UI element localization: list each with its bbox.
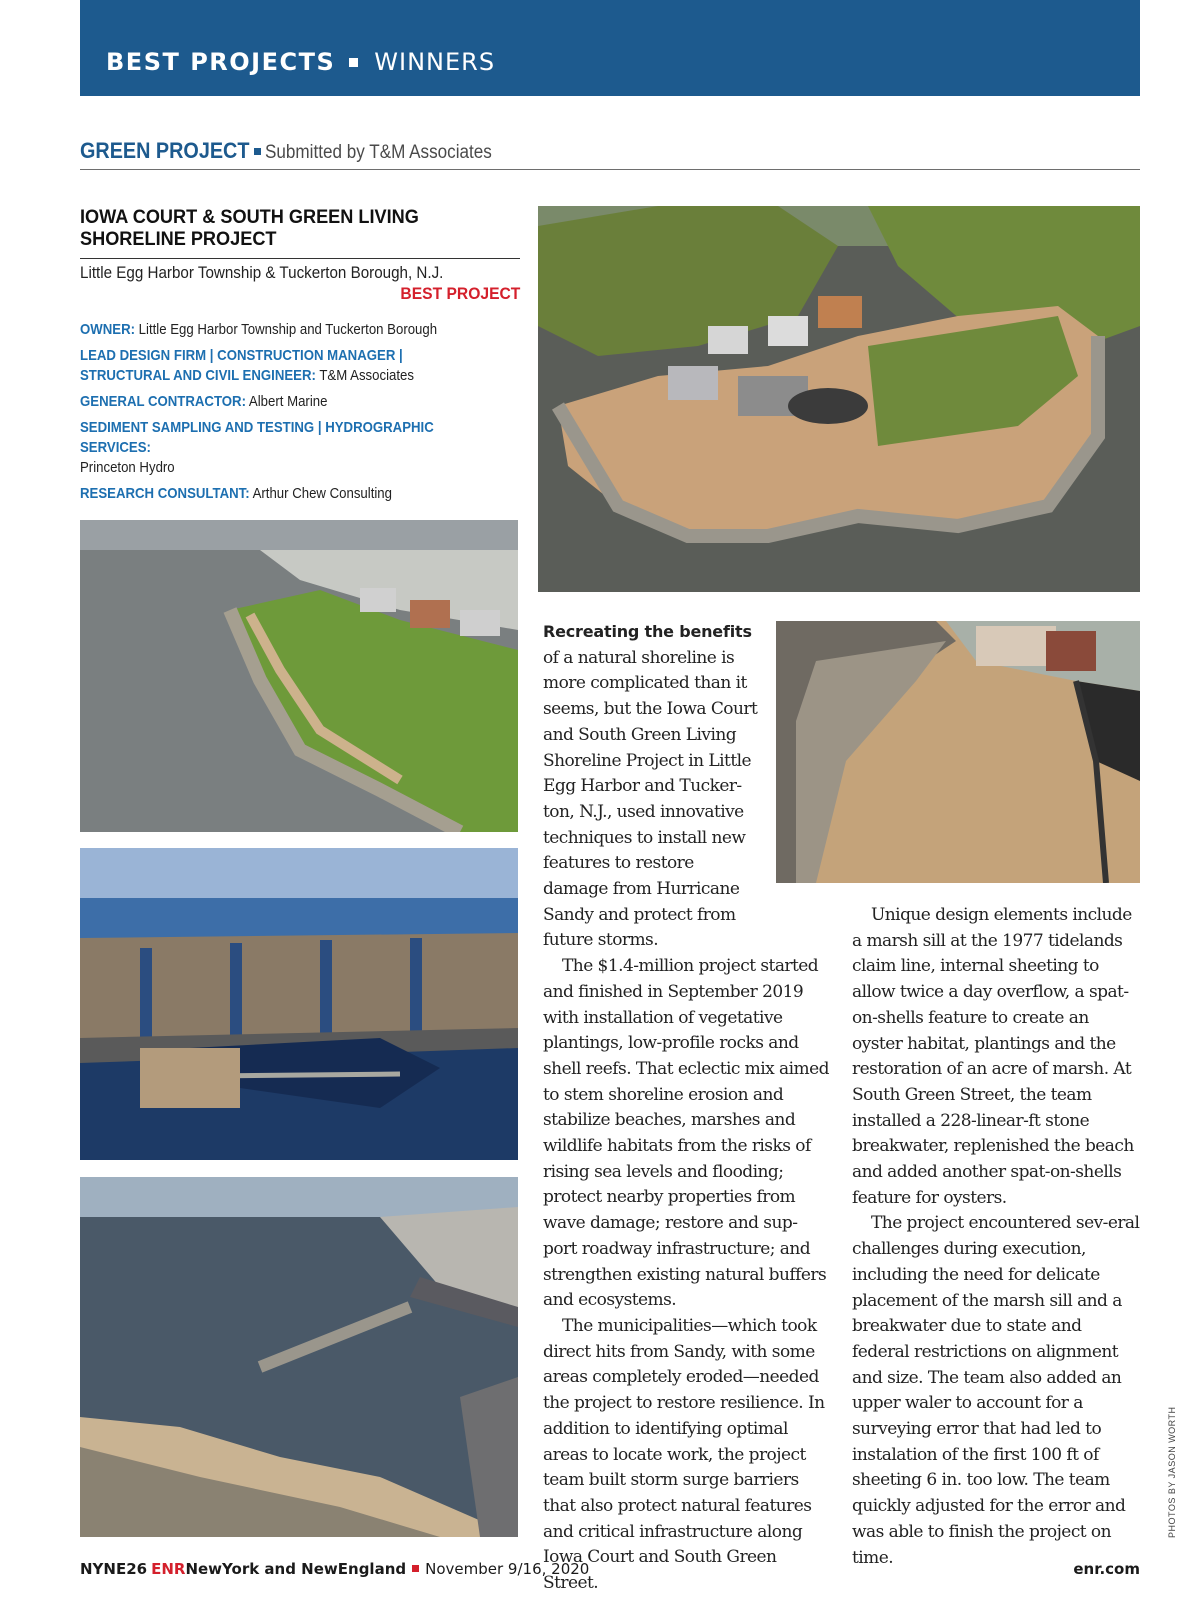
article-paragraph: The municipalities—which took direct hits from Sandy, with some areas completely eroded—needed the project to restore resilience. In addition to identifying optimal areas to locate work, the project team built storm surge barriers that also protect natural features and critical infrastructure along Iowa Court and South Green Street.	[543, 1315, 825, 1594]
footer-square-icon	[412, 1565, 419, 1572]
category-submitted: Submitted by T&M Associates	[265, 142, 493, 163]
award-badge: BEST PROJECT	[400, 284, 520, 303]
footer-brand: ENR	[151, 1560, 186, 1578]
project-location: Little Egg Harbor Township & Tuckerton Borough, N.J.	[80, 264, 444, 282]
credit-value: Albert Marine	[248, 393, 328, 410]
page-footer	[80, 1560, 1140, 1584]
credit-value: T&M Associates	[319, 367, 414, 384]
header-banner	[80, 0, 1140, 96]
article-paragraph: Unique design elements include a marsh sill at the 1977 tidelands claim line, internal sheeting to allow twice a day overflow, a spat-on-shells feature to create an oyster habitat, plantings and the restoration of an acre of marsh. At South Green Street, the team installed a 228-linear-ft stone breakwater, replenished the beach and added another spat-on-shells feature for oysters.	[852, 905, 1134, 1208]
credit-label: LEAD DESIGN FIRM | CONSTRUCTION MANAGER | STRUCTURAL AND CIVIL ENGINEER:	[80, 347, 403, 384]
banner-subsection: WINNERS	[374, 48, 496, 76]
credit-lead-design	[80, 346, 494, 386]
credit-value: Arthur Chew Consulting	[252, 485, 393, 502]
article-paragraph: The $1.4-million project started and finished in September 2019 with installation of vegetative plantings, low-profile rocks and shell reefs. That eclectic mix aimed to stem shoreline erosion and stabilize beaches, marshes and wildlife habitats from the risks of rising sea levels and flooding; protect nearby properties from wave damage; restore and sup-port roadway infrastructure; and strengthen existing natural buffers and ecosystems.	[543, 956, 829, 1311]
credit-research	[80, 484, 494, 504]
article-paragraph	[543, 619, 758, 954]
aerial-photo-breakwater	[80, 1177, 518, 1537]
credit-label: SEDIMENT SAMPLING AND TESTING | HYDROGRAPHIC SERVICES:	[80, 419, 434, 456]
footer-site: enr.com	[1073, 1560, 1140, 1578]
credit-general-contractor	[80, 392, 494, 412]
section-header	[80, 138, 1140, 170]
category-name: GREEN PROJECT	[80, 138, 250, 163]
project-title: IOWA COURT & SOUTH GREEN LIVING SHORELINE PROJECT	[80, 206, 419, 250]
credit-label: RESEARCH CONSULTANT:	[80, 485, 250, 502]
banner-section: BEST PROJECTS	[106, 48, 336, 76]
project-credits	[80, 320, 494, 510]
article-lead-in: Recreating the benefits	[543, 622, 752, 641]
title-divider	[80, 258, 520, 259]
credit-sediment	[80, 418, 494, 478]
page-number: NYNE26	[80, 1560, 148, 1578]
credit-value: Princeton Hydro	[80, 459, 175, 476]
aerial-photo-iowa-court	[538, 206, 1140, 592]
banner-square-icon	[349, 58, 358, 67]
aerial-photo-lagoons	[80, 848, 518, 1160]
article-paragraph: The project encountered sev-eral challenges during execution, including the need for delicate placement of the marsh sill and a breakwater due to state and federal restrictions on alignment and size. The team also added an upper waler to account for a surveying error that had led to instalation of the first 100 ft of sheeting 6 in. too low. The team quickly adjusted for the error and was able to finish the project on time.	[852, 1213, 1140, 1568]
article-text: of a natural shoreline is more complicated than it seems, but the Iowa Court and South Green Living Shoreline Project in Little Egg Harbor and Tucker-ton, N.J., used innovative techniques to install new features to restore damage from Hurricane Sandy and protect from future storms.	[543, 647, 758, 951]
article-column-1	[543, 619, 831, 1597]
photo-credit: PHOTOS BY JASON WORTH	[1167, 1406, 1177, 1538]
category-square-icon	[254, 148, 261, 155]
article-column-2	[852, 903, 1142, 1571]
credit-label: GENERAL CONTRACTOR:	[80, 393, 246, 410]
credit-owner	[80, 320, 494, 340]
credit-label: OWNER:	[80, 321, 135, 338]
footer-date: November 9/16, 2020	[425, 1560, 590, 1578]
credit-value: Little Egg Harbor Township and Tuckerton Borough	[138, 321, 438, 338]
footer-region: NewYork and NewEngland	[185, 1560, 407, 1578]
banner-title	[106, 48, 495, 77]
aerial-photo-shoreline-left	[80, 520, 518, 832]
